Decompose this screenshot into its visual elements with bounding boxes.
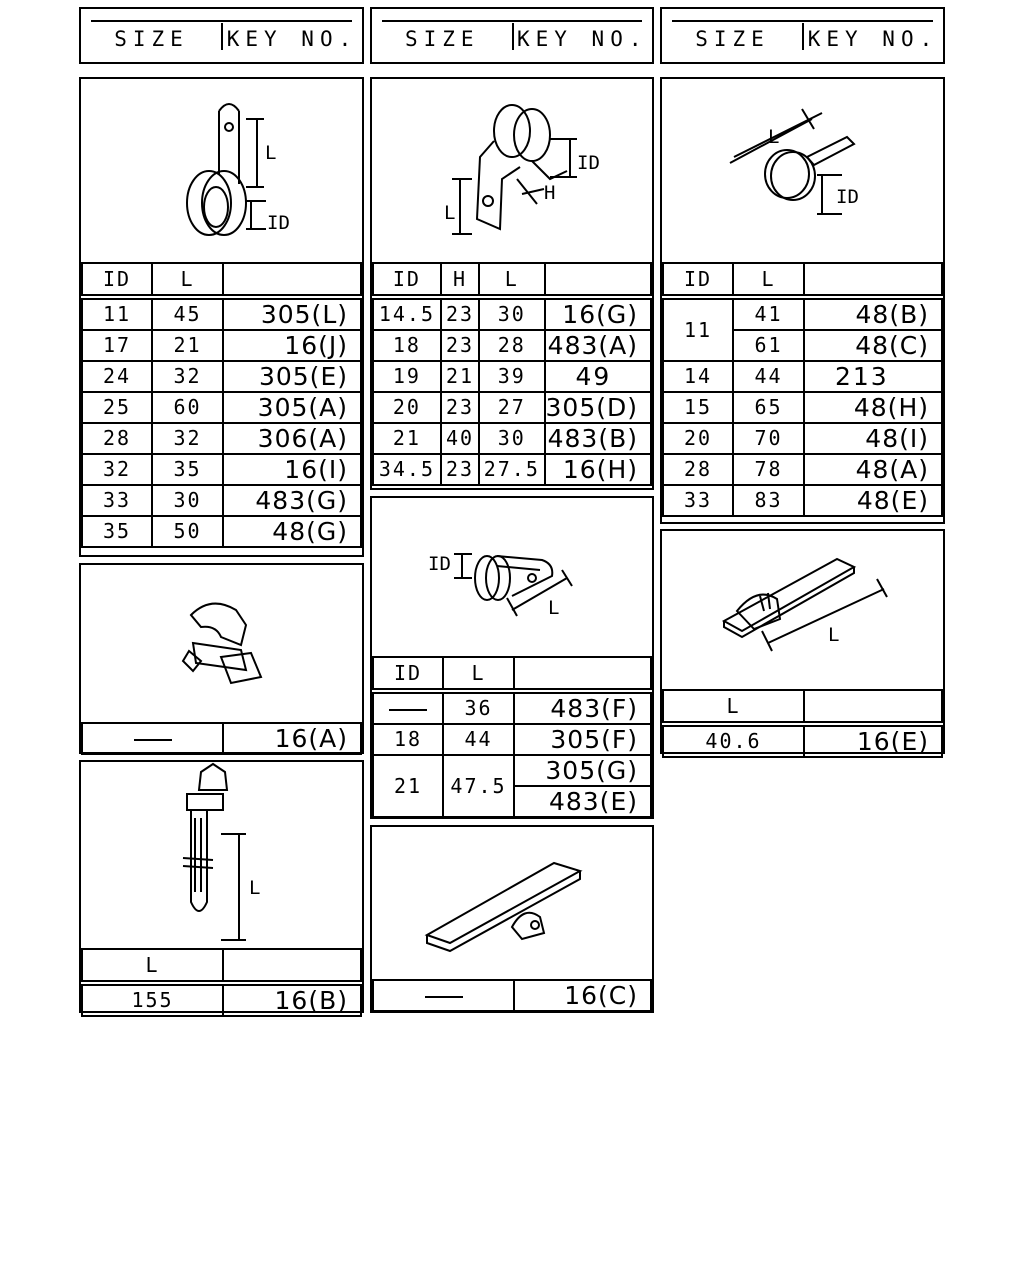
cell-l: 28 [479, 330, 544, 361]
cable-tie-table [81, 948, 362, 1017]
col-l: L [479, 263, 544, 297]
table-row [663, 423, 942, 454]
cell-l: 36 [443, 691, 514, 724]
flat-clip-drawing [372, 827, 652, 981]
cell-key: 48(C) [804, 330, 942, 361]
cell-id: 18 [373, 330, 441, 361]
dim-l-label: L [768, 126, 780, 148]
table-row [663, 361, 942, 392]
cell-key: 48(I) [804, 423, 942, 454]
key-no-header: KEY NO. [226, 26, 358, 51]
cell-l: 30 [152, 485, 223, 516]
table-row [663, 392, 942, 423]
cell-l: 35 [152, 454, 223, 485]
table-row [82, 516, 361, 547]
size-header: SIZE [404, 26, 480, 51]
cell-h: 23 [441, 297, 479, 330]
cell-h: 40 [441, 423, 479, 454]
cell-h: 21 [441, 361, 479, 392]
dim-id-label: ID [428, 553, 451, 575]
cell-id: 20 [373, 392, 441, 423]
cell-key: 305(A) [223, 392, 361, 423]
table-row [82, 454, 361, 485]
p-clamp-drawing [81, 79, 362, 262]
cell-id: 35 [82, 516, 152, 547]
col-key [545, 263, 651, 297]
table-row [663, 454, 942, 485]
panel-plastic-clip [79, 563, 364, 754]
dim-l-label: L [444, 202, 456, 224]
flat-band-clip-drawing [662, 531, 943, 689]
cell-l: 27 [479, 392, 544, 423]
cell-size-none [82, 723, 223, 754]
header-col-3 [660, 7, 945, 64]
cell-key: 16(G) [545, 297, 651, 330]
cell-id: 15 [663, 392, 733, 423]
cell-key: 305(F) [514, 724, 651, 755]
col-id: ID [373, 263, 441, 297]
table-row [373, 330, 651, 361]
col-l: L [443, 657, 514, 691]
col-id: ID [663, 263, 733, 297]
header-col-2 [370, 7, 654, 64]
cell-l: 61 [733, 330, 804, 361]
dim-id-label: ID [267, 212, 290, 234]
plastic-clip-table [81, 722, 362, 755]
cell-size-none [373, 980, 514, 1011]
col-h: H [441, 263, 479, 297]
dim-l-label: L [548, 597, 560, 619]
cell-id: 33 [663, 485, 733, 516]
size-header: SIZE [114, 26, 189, 51]
flat-band-clip-table [662, 689, 943, 758]
panel-cable-tie [79, 760, 364, 1013]
cell-id: 21 [373, 423, 441, 454]
flat-clip-table [372, 979, 652, 1012]
cell-id: 18 [373, 724, 443, 755]
plastic-clip-drawing [81, 565, 362, 722]
cell-id: 19 [373, 361, 441, 392]
col-id: ID [82, 263, 152, 297]
cell-key: 16(E) [804, 724, 942, 757]
cell-key: 16(B) [223, 983, 361, 1016]
cell-l: 155 [82, 983, 223, 1016]
cell-key: 483(G) [223, 485, 361, 516]
cell-key: 213 [804, 361, 942, 392]
col-key [223, 949, 361, 983]
p-clamp-table [81, 262, 362, 548]
col-l: L [733, 263, 804, 297]
panel-bracket-clamp [370, 77, 654, 490]
dim-l-label: L [828, 624, 840, 646]
cell-l: 44 [733, 361, 804, 392]
table-row [82, 361, 361, 392]
cell-key: 483(F) [514, 691, 651, 724]
size-header: SIZE [695, 26, 770, 51]
cell-l: 78 [733, 454, 804, 485]
col-id: ID [373, 657, 443, 691]
cell-id: 20 [663, 423, 733, 454]
cell-key: 16(A) [223, 723, 361, 754]
double-clip-table [372, 656, 652, 818]
cell-key: 483(E) [514, 786, 651, 817]
cell-key: 16(J) [223, 330, 361, 361]
band-clamp-table [662, 262, 943, 517]
table-row [82, 392, 361, 423]
cell-l: 60 [152, 392, 223, 423]
cell-id: 25 [82, 392, 152, 423]
table-row [373, 691, 651, 724]
cell-l: 30 [479, 423, 544, 454]
table-row [82, 297, 361, 330]
cell-id: 34.5 [373, 454, 441, 485]
panel-p-clamp [79, 77, 364, 557]
cell-key: 48(E) [804, 485, 942, 516]
cell-key: 483(B) [545, 423, 651, 454]
table-row [663, 485, 942, 516]
cell-key: 305(G) [514, 755, 651, 786]
cell-id: 33 [82, 485, 152, 516]
cell-id: 11 [82, 297, 152, 330]
bracket-clamp-drawing [372, 79, 652, 262]
col-key [804, 690, 942, 724]
key-no-header: KEY NO. [807, 26, 939, 51]
panel-band-clamp [660, 77, 945, 524]
cell-l: 45 [152, 297, 223, 330]
cell-key: 16(I) [223, 454, 361, 485]
table-row [82, 723, 361, 754]
cell-key: 48(G) [223, 516, 361, 547]
dim-id-label: ID [577, 152, 600, 174]
cell-h: 23 [441, 454, 479, 485]
key-no-header: KEY NO. [516, 26, 648, 51]
cell-id: 28 [663, 454, 733, 485]
cell-id: 14 [663, 361, 733, 392]
col-key [514, 657, 651, 691]
bracket-clamp-table [372, 262, 652, 486]
double-clip-drawing [372, 498, 652, 656]
table-row [82, 485, 361, 516]
table-row [373, 724, 651, 755]
cell-l: 32 [152, 361, 223, 392]
cell-key: 48(H) [804, 392, 942, 423]
table-row [373, 297, 651, 330]
cell-id [373, 691, 443, 724]
table-row [82, 330, 361, 361]
cell-key: 48(A) [804, 454, 942, 485]
col-l: L [82, 949, 223, 983]
cell-key: 305(D) [545, 392, 651, 423]
table-row [82, 423, 361, 454]
table-row [373, 361, 651, 392]
cell-l: 44 [443, 724, 514, 755]
cell-key: 306(A) [223, 423, 361, 454]
table-row [373, 454, 651, 485]
cell-key: 483(A) [545, 330, 651, 361]
cell-h: 23 [441, 392, 479, 423]
cell-key: 16(H) [545, 454, 651, 485]
cell-l: 41 [733, 297, 804, 330]
col-key [223, 263, 361, 297]
cell-key: 305(E) [223, 361, 361, 392]
dim-l-label: L [249, 877, 261, 899]
dim-id-label: ID [836, 186, 859, 208]
cell-id: 21 [373, 755, 443, 817]
table-row [373, 755, 651, 786]
panel-double-clip [370, 496, 654, 819]
table-row [373, 423, 651, 454]
cell-key: 48(B) [804, 297, 942, 330]
col-l: L [663, 690, 804, 724]
cell-l: 39 [479, 361, 544, 392]
cell-id: 14.5 [373, 297, 441, 330]
band-clamp-drawing [662, 79, 943, 262]
cell-l: 47.5 [443, 755, 514, 817]
cell-id: 28 [82, 423, 152, 454]
table-row [373, 392, 651, 423]
cell-id: 17 [82, 330, 152, 361]
table-row [373, 980, 651, 1011]
cell-l: 27.5 [479, 454, 544, 485]
cell-h: 23 [441, 330, 479, 361]
cell-l: 40.6 [663, 724, 804, 757]
table-row [663, 724, 942, 757]
table-row [663, 297, 942, 330]
cell-key: 49 [545, 361, 651, 392]
cell-id: 11 [663, 297, 733, 361]
panel-flat-clip [370, 825, 654, 1013]
cell-key: 16(C) [514, 980, 651, 1011]
cell-l: 83 [733, 485, 804, 516]
dim-h-label: H [544, 182, 556, 204]
cable-tie-drawing [81, 762, 362, 948]
cell-l: 32 [152, 423, 223, 454]
cell-l: 65 [733, 392, 804, 423]
cell-id: 24 [82, 361, 152, 392]
header-col-1 [79, 7, 364, 64]
table-row [82, 983, 361, 1016]
col-key [804, 263, 942, 297]
cell-id: 32 [82, 454, 152, 485]
cell-l: 30 [479, 297, 544, 330]
cell-l: 50 [152, 516, 223, 547]
panel-flat-band-clip [660, 529, 945, 754]
cell-l: 21 [152, 330, 223, 361]
dim-l-label: L [265, 142, 277, 164]
cell-key: 305(L) [223, 297, 361, 330]
col-l: L [152, 263, 223, 297]
cell-l: 70 [733, 423, 804, 454]
